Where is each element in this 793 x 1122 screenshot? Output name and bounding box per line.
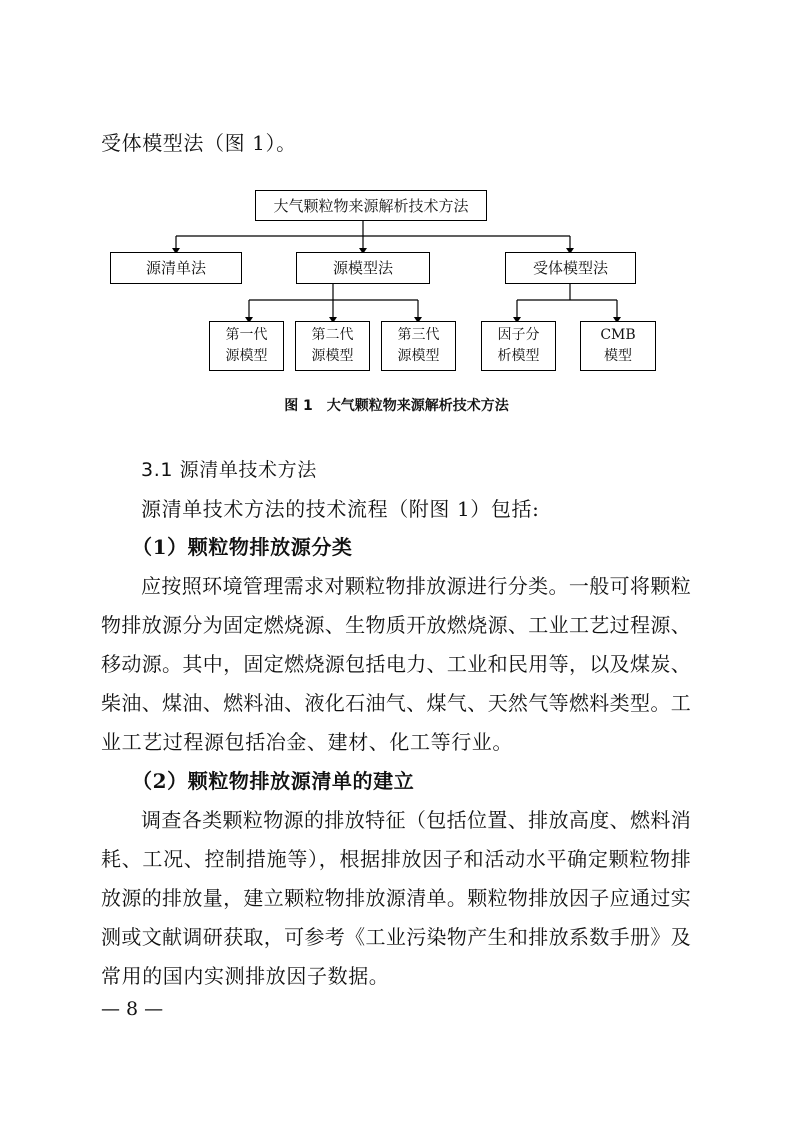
diagram-box-first-gen	[209, 321, 284, 371]
diagram-box-label: 源模型	[397, 348, 440, 364]
diagram-box-third-gen	[381, 321, 456, 371]
paragraph-line: 放源的排放量，建立颗粒物排放源清单。颗粒物排放因子应通过实	[101, 886, 691, 910]
figure-caption: 图 1 大气颗粒物来源解析技术方法	[284, 398, 509, 414]
diagram-box-label: 因子分	[497, 327, 540, 343]
diagram-box-label: 第一代	[225, 327, 268, 343]
diagram-box-receptor-model	[505, 252, 636, 284]
paragraph-line: 业工艺过程源包括冶金、建材、化工等行业。	[101, 730, 513, 754]
paragraph-line: 耗、工况、控制措施等），根据排放因子和活动水平确定颗粒物排	[101, 847, 691, 871]
paragraph-line: 移动源。其中，固定燃烧源包括电力、工业和民用等，以及煤炭、	[101, 652, 691, 676]
diagram-box-label: 受体模型法	[532, 259, 608, 277]
diagram-root-box	[255, 190, 487, 221]
diagram-root-label: 大气颗粒物来源解析技术方法	[273, 196, 469, 215]
paragraph-line: 常用的国内实测排放因子数据。	[101, 964, 390, 988]
paragraph-line: 测或文献调研获取，可参考《工业污染物产生和排放系数手册》及	[101, 925, 691, 949]
page-number: — 8 —	[101, 998, 164, 1020]
section-heading: 3.1 源清单技术方法	[141, 459, 317, 481]
diagram-box-label: 源清单法	[145, 259, 206, 277]
paragraph-line: 调查各类颗粒物源的排放特征（包括位置、排放高度、燃料消	[141, 808, 691, 832]
section-intro: 源清单技术方法的技术流程（附图 1）包括:	[141, 497, 540, 521]
paragraph-line: 应按照环境管理需求对颗粒物排放源进行分类。一般可将颗粒	[141, 574, 691, 598]
paragraph-line: 物排放源分为固定燃烧源、生物质开放燃烧源、工业工艺过程源、	[101, 613, 691, 637]
diagram-box-label: 源模型	[311, 348, 354, 364]
diagram-box-label: 模型	[604, 348, 632, 364]
diagram-box-label: 第二代	[311, 327, 354, 343]
diagram-box-factor-analysis	[481, 321, 556, 371]
diagram-box-source-model	[296, 252, 430, 284]
diagram-box-cmb	[580, 321, 656, 371]
diagram-box-label: 析模型	[497, 348, 540, 364]
intro-line: 受体模型法（图 1）。	[101, 131, 297, 155]
diagram-box-label: CMB	[600, 327, 636, 343]
diagram-box-label: 第三代	[397, 327, 440, 343]
diagram-box-second-gen	[295, 321, 370, 371]
diagram-box-label: 源模型	[225, 348, 268, 364]
subsection-title-1: （1）颗粒物排放源分类	[132, 535, 353, 559]
subsection-title-2: （2）颗粒物排放源清单的建立	[132, 769, 415, 793]
paragraph-line: 柴油、煤油、燃料油、液化石油气、煤气、天然气等燃料类型。工	[101, 691, 691, 715]
diagram-box-source-inventory	[110, 252, 242, 284]
diagram-box-label: 源模型法	[332, 259, 393, 277]
